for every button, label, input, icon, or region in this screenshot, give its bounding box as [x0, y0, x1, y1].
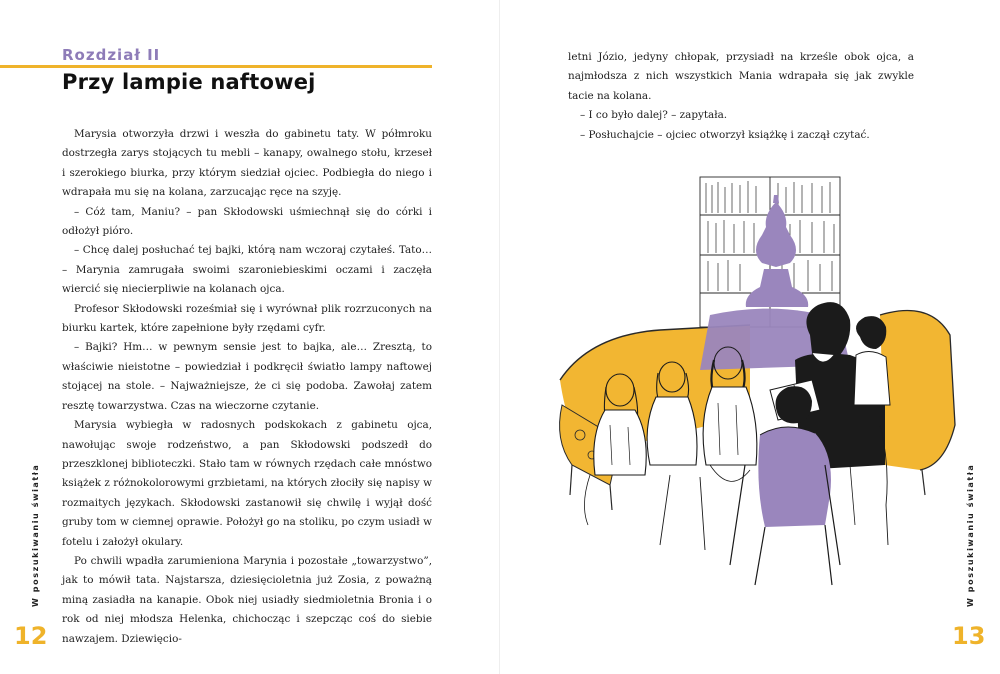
chapter-label: Rozdział II [62, 46, 161, 64]
chapter-rule [0, 65, 432, 68]
paragraph: – Bajki? Hm… w pewnym sensie jest to bajka, ale… Zresztą, to właściwie nieistotne – powiedział i podkręcił światło lampy naftowej stojącej na stole. – Najważniejsze, że ci się podoba. Zawołaj zatem resztę towarzystwa. Czas na wieczorne czytanie. [62, 341, 432, 412]
running-head-left: W poszukiwaniu światła [31, 463, 40, 607]
running-head-right: W poszukiwaniu światła [966, 463, 975, 607]
paragraph: Marysia wybiegła w radosnych podskokach z gabinetu ojca, nawołując swoje rodzeństwo, a pan Skłodowski podszedł do przeszklonej biblioteczki. Stało tam w równych rzędach całe mnóstwo książek z różnokolorowymi grzbietami, na których złociły się napisy w rozmaitych językach. Skłodowski zastanowił się chwilę i wyjął dość gruby tom w ciemnej oprawie. Położył go na stoliku, po czym usiadł w fotelu i założył okulary. [62, 419, 432, 548]
page-number-left: 12 [14, 622, 48, 650]
right-body-text [568, 48, 914, 145]
right-page [500, 0, 1000, 674]
paragraph: – Cóż tam, Maniu? – pan Skłodowski uśmiechnął się do córki i odłożył pióro. [62, 205, 432, 238]
left-body-text [62, 125, 432, 649]
illustration-svg [550, 165, 960, 615]
family-reading-illustration [550, 165, 960, 615]
chapter-title: Przy lampie naftowej [62, 70, 316, 94]
paragraph: Profesor Skłodowski roześmiał się i wyrównał plik rozrzuconych na biurku kartek, które zapełnione były rzędami cyfr. [62, 302, 432, 335]
mania-figure [854, 316, 890, 405]
oil-lamp-icon [746, 195, 808, 307]
paragraph: Marysia otworzyła drzwi i weszła do gabinetu taty. W półmroku dostrzegła zarys stojących tu mebli – kanapy, owalnego stołu, krzeseł i szerokiego biurka, przy którym siedział ojciec. Podbiegła do niego i wdrapała mu się na kolana, zarzucając ręce na szyję. [62, 128, 432, 199]
paragraph: – Posłuchajcie – ojciec otworzył książkę i zaczął czytać. [580, 128, 870, 141]
paragraph: letni Józio, jedyny chłopak, przysiadł na krześle obok ojca, a najmłodsza z nich wszystkich Mania wdrapała się jak zwykle tacie na kolana. [568, 51, 914, 102]
page-number-right: 13 [952, 622, 986, 650]
paragraph: Po chwili wpadła zarumieniona Marynia i pozostałe „towarzystwo”, jak to mówił tata. Najstarsza, dziesięcioletnia już Zosia, z poważną miną zasiadła na kanapie. Obok niej usiadły siedmioletnia Bronia i o rok od niej młodsza Helenka, chichocząc i szepcząc coś do siebie nawzajem. Dziewięcio- [62, 554, 432, 645]
paragraph: – Chcę dalej posłuchać tej bajki, którą nam wczoraj czytałeś. Tato… – Marynia zamrugała swoimi szaroniebieskimi oczami i zaczęła wiercić się niecierpliwie na kolanach ojca. [62, 244, 432, 296]
paragraph: – I co było dalej? – zapytała. [580, 109, 728, 122]
armchair [880, 311, 955, 496]
